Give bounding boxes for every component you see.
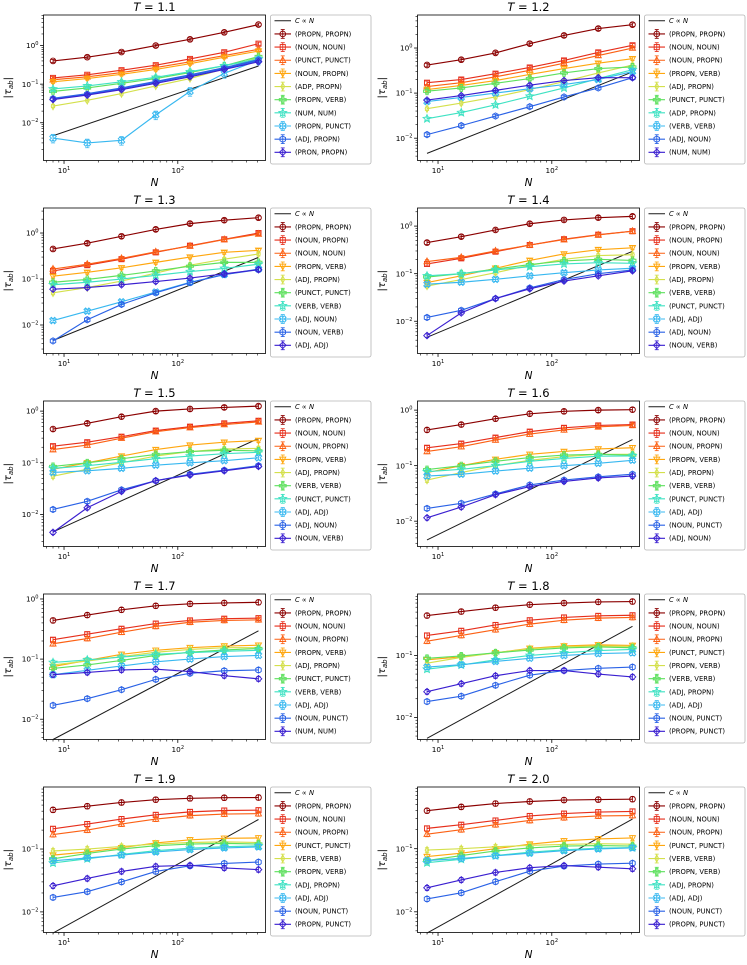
legend-label: (NOUN, PROPN) <box>295 828 349 837</box>
tick-label: $10^{-1}$ <box>395 650 412 661</box>
x-axis-label: N <box>524 949 532 961</box>
legend-label: (PROPN, PROPN) <box>295 609 352 618</box>
tick-label: $10^{-2}$ <box>21 714 39 724</box>
tick-label: $10^0$ <box>25 41 39 51</box>
y-axis-label: |τab| <box>3 269 15 292</box>
legend-label: (VERB, VERB) <box>668 289 715 298</box>
legend-label: (ADJ, PROPN) <box>668 688 714 697</box>
tick-label: $10^1$ <box>57 165 71 175</box>
tick-label: $10^{-1}$ <box>395 461 412 471</box>
legend-item-verb-verb <box>648 121 715 131</box>
legend-label: (PUNCT, PUNCT) <box>668 841 725 850</box>
x-axis-label: N <box>524 563 532 575</box>
subplot-title: T = 1.7 <box>133 579 176 593</box>
tick-label: $10^2$ <box>545 744 558 754</box>
series-adj-noun <box>423 473 635 521</box>
subplot-svg-t-1-2 <box>374 0 747 193</box>
legend-label: (NOUN, NOUN) <box>668 429 720 438</box>
subplot-t-1-2 <box>374 0 747 193</box>
legend-label: (PROPN, VERB) <box>295 262 347 271</box>
series-adj-propn <box>424 251 634 289</box>
legend <box>271 401 372 550</box>
tick-label: $10^1$ <box>57 551 71 561</box>
legend-label: (NOUN, NOUN) <box>668 43 720 52</box>
legend-label: (NOUN, NOUN) <box>295 815 346 824</box>
subplot-svg-t-1-8 <box>374 579 747 772</box>
tick-label: $10^1$ <box>431 165 444 175</box>
tick-label: $10^1$ <box>57 744 71 754</box>
tick-label: $10^{-1}$ <box>395 88 412 98</box>
tick-label: $10^{-1}$ <box>21 844 39 854</box>
subplot-t-2-0 <box>374 772 747 965</box>
legend-label: C ∝ N <box>668 17 688 26</box>
legend-label: (ADJ, ADJ) <box>295 508 329 517</box>
legend-label: (NUM, NUM) <box>295 109 337 118</box>
legend-label: (NOUN, PROPN) <box>295 635 349 644</box>
legend-label: (VERB, VERB) <box>668 482 715 491</box>
y-axis <box>22 211 44 349</box>
legend-label: (NOUN, VERB) <box>668 341 717 350</box>
legend-item-adj-adj <box>275 341 329 350</box>
legend-label: (PROPN, PROPN) <box>668 30 725 39</box>
x-axis-label: N <box>150 756 159 768</box>
legend-label: C ∝ N <box>295 210 315 219</box>
x-axis <box>46 933 257 948</box>
legend-label: (ADJ, PROPN) <box>295 275 340 284</box>
legend-label: (ADJ, NOUN) <box>668 534 711 543</box>
legend-label: (PUNCT, PUNCT) <box>295 56 351 65</box>
legend-item-adj-adj <box>648 700 702 710</box>
subplot-t-1-9 <box>0 772 374 965</box>
subplot-svg-t-1-6 <box>374 386 747 579</box>
tick-label: $10^0$ <box>399 43 412 53</box>
tick-label: $10^{-2}$ <box>395 133 412 143</box>
legend <box>644 401 745 550</box>
legend <box>644 594 745 743</box>
tick-label: $10^2$ <box>171 937 185 947</box>
legend-label: (PROPN, VERB) <box>295 96 347 105</box>
legend-label: (ADJ, NOUN) <box>668 328 711 337</box>
legend-label: (PROPN, VERB) <box>295 648 347 657</box>
legend-label: (PROPN, VERB) <box>295 455 347 464</box>
series-propn-punct <box>423 862 635 891</box>
legend-label: (PROPN, PUNCT) <box>668 920 725 929</box>
legend-label: C ∝ N <box>668 403 688 412</box>
y-axis <box>395 406 417 544</box>
y-axis <box>395 212 417 346</box>
legend-label: (ADJ, ADJ) <box>668 315 702 324</box>
legend-label: (NOUN, NOUN) <box>295 622 346 631</box>
x-axis <box>420 933 631 948</box>
subplot-svg-t-1-7 <box>0 579 374 772</box>
legend-label: (ADJ, NOUN) <box>668 135 711 144</box>
tick-label: $10^1$ <box>431 937 444 947</box>
y-axis-label: |τab| <box>376 76 389 99</box>
subplot-title: T = 1.4 <box>506 193 550 207</box>
legend-item-adj-adj <box>648 893 702 903</box>
legend-label: (ADJ, PROPN) <box>668 881 714 890</box>
legend-label: C ∝ N <box>295 596 315 605</box>
x-axis-label: N <box>150 563 159 575</box>
legend-label: (PROPN, PROPN) <box>295 30 352 39</box>
y-axis <box>22 16 44 150</box>
legend-label: (PROPN, PUNCT) <box>295 920 352 929</box>
legend <box>644 15 745 164</box>
legend-label: (VERB, VERB) <box>668 675 715 684</box>
legend-label: (PUNCT, PUNCT) <box>668 302 725 311</box>
tick-label: $10^2$ <box>171 358 185 368</box>
legend-item-adj-adj <box>275 700 329 710</box>
legend-label: (PROPN, PROPN) <box>295 416 352 425</box>
y-axis-label: |τab| <box>3 848 15 871</box>
legend-label: (PROPN, PROPN) <box>295 802 352 811</box>
legend-label: (PROPN, VERB) <box>668 69 720 78</box>
y-axis-label: |τab| <box>376 462 389 485</box>
subplot-t-1-5 <box>0 386 374 579</box>
subplot-title: T = 1.8 <box>506 579 550 593</box>
tick-label: $10^{-2}$ <box>395 907 412 917</box>
legend-label: (ADJ, ADJ) <box>295 701 329 710</box>
subplot-title: T = 2.0 <box>506 772 550 786</box>
legend-label: C ∝ N <box>295 17 315 26</box>
legend-label: (NUM, NUM) <box>668 148 710 157</box>
legend-item-adj-adj <box>275 893 329 903</box>
x-axis-label: N <box>524 370 532 382</box>
subplot-svg-t-1-3 <box>0 193 374 386</box>
tick-label: $10^{-2}$ <box>395 516 412 526</box>
legend-label: (PROPN, PUNCT) <box>295 122 352 131</box>
subplot-title: T = 1.3 <box>133 193 176 207</box>
legend-item-adj-adj <box>275 507 329 517</box>
legend-label: (NOUN, VERB) <box>295 534 344 543</box>
legend-label: (NOUN, PUNCT) <box>295 714 349 723</box>
legend-label: C ∝ N <box>668 210 688 219</box>
legend <box>271 208 372 357</box>
y-axis <box>22 594 44 737</box>
x-axis <box>420 161 631 176</box>
subplot-t-1-3 <box>0 193 374 386</box>
tick-label: $10^{-2}$ <box>395 316 412 326</box>
tick-label: $10^{-2}$ <box>21 118 39 128</box>
y-axis-label: |τab| <box>3 462 15 485</box>
legend-label: (NOUN, VERB) <box>295 328 344 337</box>
legend <box>644 208 745 357</box>
series-propn-propn <box>50 22 261 64</box>
tick-label: $10^1$ <box>431 358 444 368</box>
axes-frame <box>417 401 639 547</box>
legend <box>271 15 372 164</box>
tick-label: $10^{-2}$ <box>21 509 39 520</box>
legend-label: (ADJ, PROPN) <box>295 661 340 670</box>
series-noun-verb <box>50 463 262 536</box>
legend-label: (NOUN, PROPN) <box>668 236 722 245</box>
legend-label: (PROPN, PROPN) <box>668 609 725 618</box>
tick-label: $10^2$ <box>545 358 558 368</box>
legend-label: (NOUN, PROPN) <box>295 69 349 78</box>
subplot-svg-t-1-4 <box>374 193 747 386</box>
x-axis <box>420 354 631 369</box>
tick-label: $10^1$ <box>431 744 444 754</box>
x-axis <box>46 354 257 369</box>
legend-label: (PROPN, VERB) <box>668 455 720 464</box>
x-axis <box>420 740 631 755</box>
legend-label: (ADJ, NOUN) <box>295 315 338 324</box>
x-axis-label: N <box>150 370 159 382</box>
y-axis-label: |τab| <box>376 848 389 871</box>
ref-line <box>427 819 632 933</box>
legend-label: (NOUN, NOUN) <box>295 43 346 52</box>
legend-label: (PROPN, PROPN) <box>295 223 352 232</box>
tick-label: $10^1$ <box>57 358 71 368</box>
tick-label: $10^2$ <box>171 551 185 561</box>
legend-label: (ADJ, PROPN) <box>295 135 340 144</box>
legend-label: (NUM, NUM) <box>295 727 337 736</box>
legend-label: (NOUN, NOUN) <box>295 249 346 258</box>
legend-label: (NOUN, NOUN) <box>668 249 720 258</box>
tick-label: $10^0$ <box>399 221 412 231</box>
tick-label: $10^1$ <box>431 551 444 561</box>
legend-label: (PUNCT, PUNCT) <box>295 675 351 684</box>
series-propn-propn <box>424 796 635 813</box>
legend-label: (PROPN, PUNCT) <box>668 727 725 736</box>
legend-item-adj-noun <box>275 314 338 324</box>
legend-label: (VERB, VERB) <box>295 482 342 491</box>
tick-label: $10^{-2}$ <box>21 907 39 917</box>
tick-label: $10^{-2}$ <box>21 320 39 330</box>
legend-label: (NOUN, PROPN) <box>668 56 722 65</box>
legend-label: (VERB, VERB) <box>295 688 342 697</box>
legend-label: (VERB, VERB) <box>295 854 342 863</box>
y-axis-label: |τab| <box>3 655 15 678</box>
tick-label: $10^2$ <box>545 937 558 947</box>
legend-label: (PROPN, PROPN) <box>668 802 725 811</box>
subplot-svg-t-1-1 <box>0 0 374 193</box>
legend-label: (ADP, PROPN) <box>295 82 342 91</box>
legend-label: (ADJ, ADJ) <box>668 894 702 903</box>
tick-label: $10^0$ <box>399 405 412 415</box>
legend-label: (PROPN, PROPN) <box>668 416 725 425</box>
tick-label: $10^2$ <box>171 744 185 754</box>
legend-label: (ADJ, PROPN) <box>668 275 714 284</box>
legend-label: (PROPN, VERB) <box>668 661 720 670</box>
tick-label: $10^2$ <box>545 165 558 175</box>
subplot-svg-t-2-0 <box>374 772 747 965</box>
x-axis-label: N <box>524 177 532 189</box>
legend-label: (PROPN, VERB) <box>668 262 720 271</box>
subplot-svg-t-1-9 <box>0 772 374 965</box>
subplot-t-1-7 <box>0 579 374 772</box>
tick-label: $10^{-1}$ <box>21 654 39 664</box>
legend-label: (ADJ, ADJ) <box>295 341 329 350</box>
legend <box>271 594 372 743</box>
x-axis-label: N <box>524 756 532 768</box>
series-propn-punct <box>423 667 635 695</box>
x-axis <box>46 740 257 755</box>
tick-label: $10^{-1}$ <box>395 844 412 854</box>
subplot-t-1-1 <box>0 0 374 193</box>
legend-label: (ADJ, PROPN) <box>668 82 714 91</box>
legend-label: (ADP, PROPN) <box>668 109 716 118</box>
x-axis <box>46 547 257 562</box>
legend-label: (NOUN, PUNCT) <box>295 907 349 916</box>
legend-label: C ∝ N <box>295 789 315 798</box>
legend-label: (ADJ, PROPN) <box>295 468 340 477</box>
y-axis-label: |τab| <box>376 655 389 678</box>
y-axis <box>22 789 44 931</box>
legend-label: C ∝ N <box>295 403 315 412</box>
tick-label: $10^{-1}$ <box>21 274 39 284</box>
legend-label: (NOUN, PUNCT) <box>668 907 722 916</box>
tick-label: $10^1$ <box>57 937 71 947</box>
legend-label: (ADJ, NOUN) <box>295 521 338 530</box>
y-axis <box>22 407 44 542</box>
tick-label: $10^0$ <box>25 228 39 238</box>
legend-label: (NOUN, NOUN) <box>295 429 346 438</box>
legend-label: (NOUN, PUNCT) <box>668 714 722 723</box>
tick-label: $10^0$ <box>25 406 39 416</box>
subplot-t-1-8 <box>374 579 747 772</box>
legend-label: (PUNCT, PUNCT) <box>295 289 351 298</box>
legend-label: (VERB, VERB) <box>668 854 715 863</box>
tick-label: $10^{-1}$ <box>21 79 39 89</box>
subplot-title: T = 1.5 <box>133 386 176 400</box>
legend-label: (PROPN, PROPN) <box>668 223 725 232</box>
tick-label: $10^{-1}$ <box>21 458 39 468</box>
series-propn-propn <box>50 599 261 623</box>
series-propn-punct <box>50 862 262 889</box>
subplot-title: T = 1.6 <box>506 386 550 400</box>
legend-item-adj-adj <box>648 314 702 324</box>
legend-label: (PRON, PROPN) <box>295 148 348 157</box>
legend-label: (VERB, VERB) <box>668 122 715 131</box>
tick-label: $10^2$ <box>171 165 185 175</box>
legend-label: (NOUN, PROPN) <box>668 635 722 644</box>
tick-label: $10^2$ <box>545 551 558 561</box>
y-axis-label: |τab| <box>3 76 15 99</box>
subplot-title: T = 1.1 <box>133 0 176 14</box>
x-axis <box>420 547 631 562</box>
legend-label: (NOUN, NOUN) <box>668 815 720 824</box>
legend-item-adj-adj <box>648 507 702 517</box>
legend-label: (NOUN, PROPN) <box>668 442 722 451</box>
axes-frame <box>417 208 639 354</box>
x-axis-label: N <box>150 949 159 961</box>
legend-label: (ADJ, PROPN) <box>295 881 340 890</box>
legend-label: C ∝ N <box>668 596 688 605</box>
subplot-svg-t-1-5 <box>0 386 374 579</box>
legend-label: (NOUN, PUNCT) <box>668 521 722 530</box>
tick-label: $10^{-2}$ <box>395 712 412 722</box>
y-axis-label: |τab| <box>376 269 389 292</box>
legend-label: (PUNCT, PUNCT) <box>668 648 725 657</box>
legend-label: (PUNCT, PUNCT) <box>668 96 725 105</box>
ref-line <box>427 626 632 738</box>
legend <box>271 787 372 936</box>
legend-label: (NOUN, PROPN) <box>295 442 349 451</box>
ref-line <box>53 820 258 934</box>
y-axis <box>395 596 417 736</box>
subplot-title: T = 1.9 <box>133 772 176 786</box>
legend-label: (NOUN, PROPN) <box>668 828 722 837</box>
legend-label: (PROPN, VERB) <box>668 868 720 877</box>
subplot-title: T = 1.2 <box>506 0 550 14</box>
series-propn-propn <box>424 22 635 68</box>
y-axis <box>395 788 417 930</box>
legend-label: C ∝ N <box>668 789 688 798</box>
legend-label: (PUNCT, PUNCT) <box>295 495 351 504</box>
x-axis-label: N <box>150 177 159 189</box>
legend-label: (VERB, VERB) <box>295 302 342 311</box>
legend-label: (ADJ, PROPN) <box>668 468 714 477</box>
legend-label: (ADJ, ADJ) <box>668 701 702 710</box>
subplot-t-1-4 <box>374 193 747 386</box>
series-propn-propn <box>50 215 261 252</box>
legend-label: (NOUN, NOUN) <box>668 622 720 631</box>
legend-label: (PROPN, VERB) <box>295 868 347 877</box>
legend-label: (ADJ, ADJ) <box>668 508 702 517</box>
x-axis <box>46 161 257 176</box>
y-axis <box>395 17 417 157</box>
legend <box>644 787 745 936</box>
tick-label: $10^{-1}$ <box>395 269 412 279</box>
legend-label: (PUNCT, PUNCT) <box>295 841 351 850</box>
legend-label: (NOUN, PROPN) <box>295 236 349 245</box>
subplot-t-1-6 <box>374 386 747 579</box>
tick-label: $10^0$ <box>25 594 39 604</box>
legend-label: (ADJ, ADJ) <box>295 894 329 903</box>
legend-label: (PUNCT, PUNCT) <box>668 495 725 504</box>
